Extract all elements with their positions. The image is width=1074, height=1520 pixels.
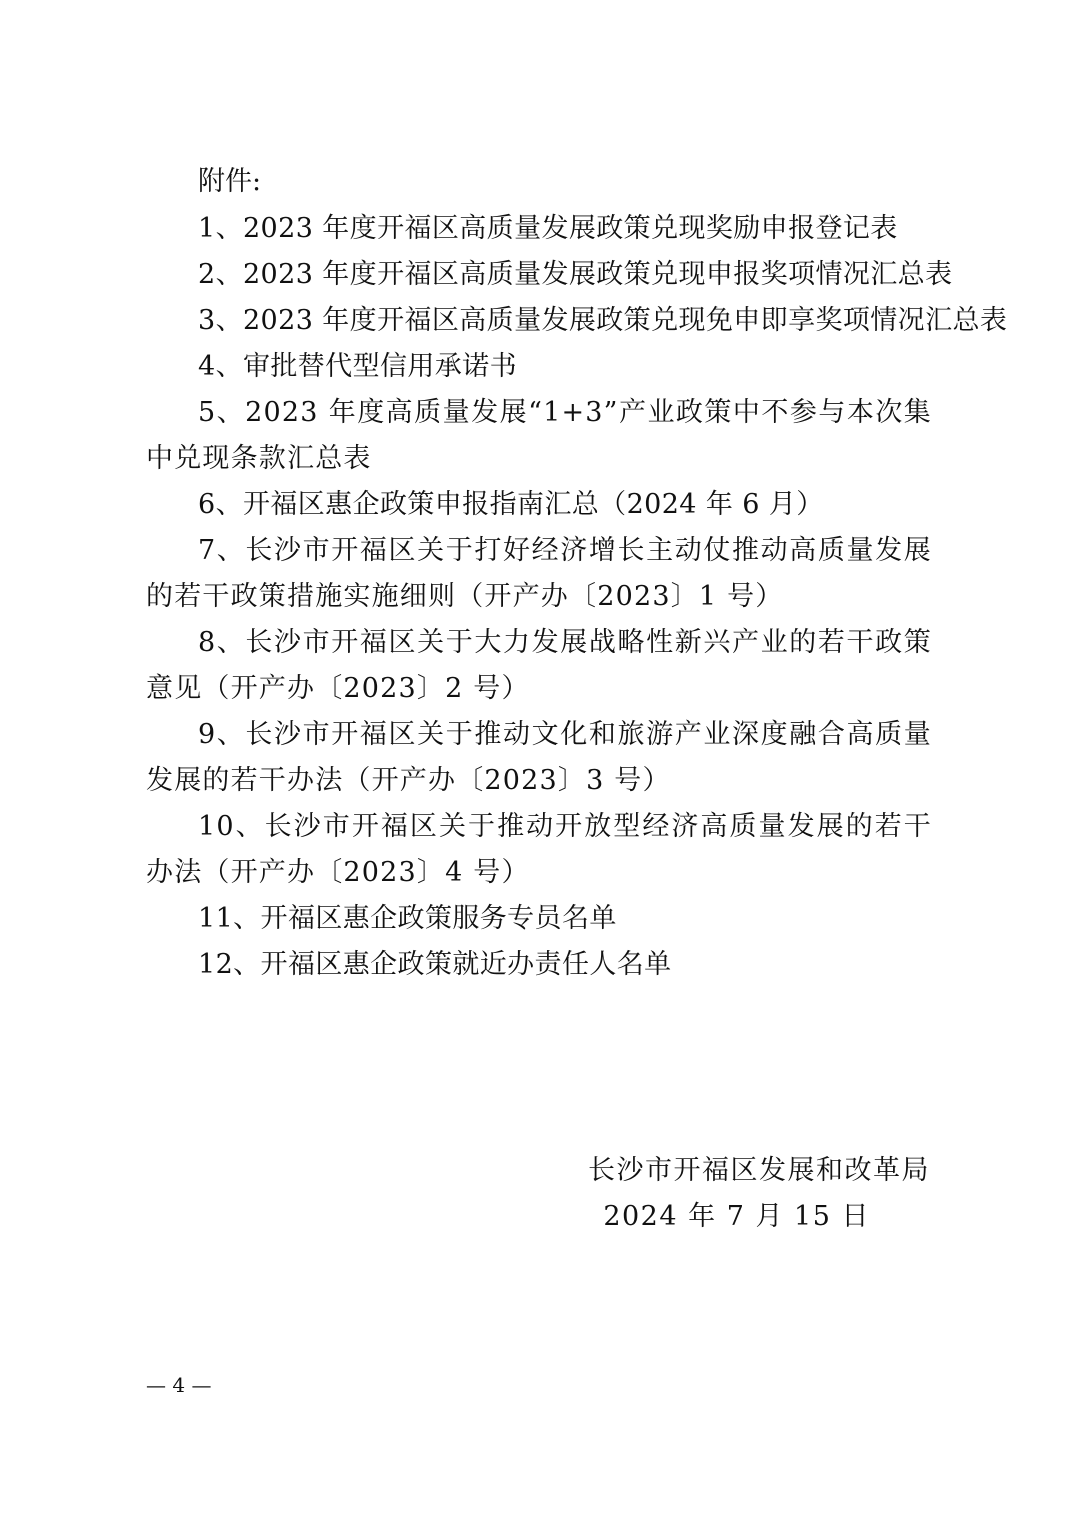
attachments-list (146, 206, 1008, 988)
attachment-item-5: 5、2023 年度高质量发展“1+3”产业政策中不参与本次集中兑现条款汇总表 (146, 397, 932, 474)
attachment-item-6: 6、开福区惠企政策申报指南汇总（2024 年 6 月） (198, 489, 824, 520)
signature-block (588, 1148, 930, 1240)
attachment-item-10: 10、长沙市开福区关于推动开放型经济高质量发展的若干办法（开产办〔2023〕4 号） (146, 811, 932, 888)
attachment-item-3: 3、2023 年度开福区高质量发展政策兑现免申即享奖项情况汇总表 (198, 305, 1008, 336)
attachment-item-2: 2、2023 年度开福区高质量发展政策兑现申报奖项情况汇总表 (198, 259, 953, 290)
attachment-item-12: 12、开福区惠企政策就近办责任人名单 (198, 949, 672, 980)
attachment-item-7: 7、长沙市开福区关于打好经济增长主动仗推动高质量发展的若干政策措施实施细则（开产办〔2023〕1 号） (146, 535, 932, 612)
attachment-item-11: 11、开福区惠企政策服务专员名单 (198, 903, 617, 934)
attachment-item-9: 9、长沙市开福区关于推动文化和旅游产业深度融合高质量发展的若干办法（开产办〔2023〕3 号） (146, 719, 932, 796)
attachment-item-1: 1、2023 年度开福区高质量发展政策兑现奖励申报登记表 (198, 213, 898, 244)
attachments-heading: 附件: (198, 166, 262, 197)
issuing-organization: 长沙市开福区发展和改革局 (588, 1155, 930, 1186)
attachment-item-4: 4、审批替代型信用承诺书 (198, 351, 517, 382)
page-number: — 4 — (146, 1373, 212, 1397)
issue-date: 2024 年 7 月 15 日 (603, 1201, 870, 1232)
attachment-item-8: 8、长沙市开福区关于大力发展战略性新兴产业的若干政策意见（开产办〔2023〕2 号） (146, 627, 932, 704)
